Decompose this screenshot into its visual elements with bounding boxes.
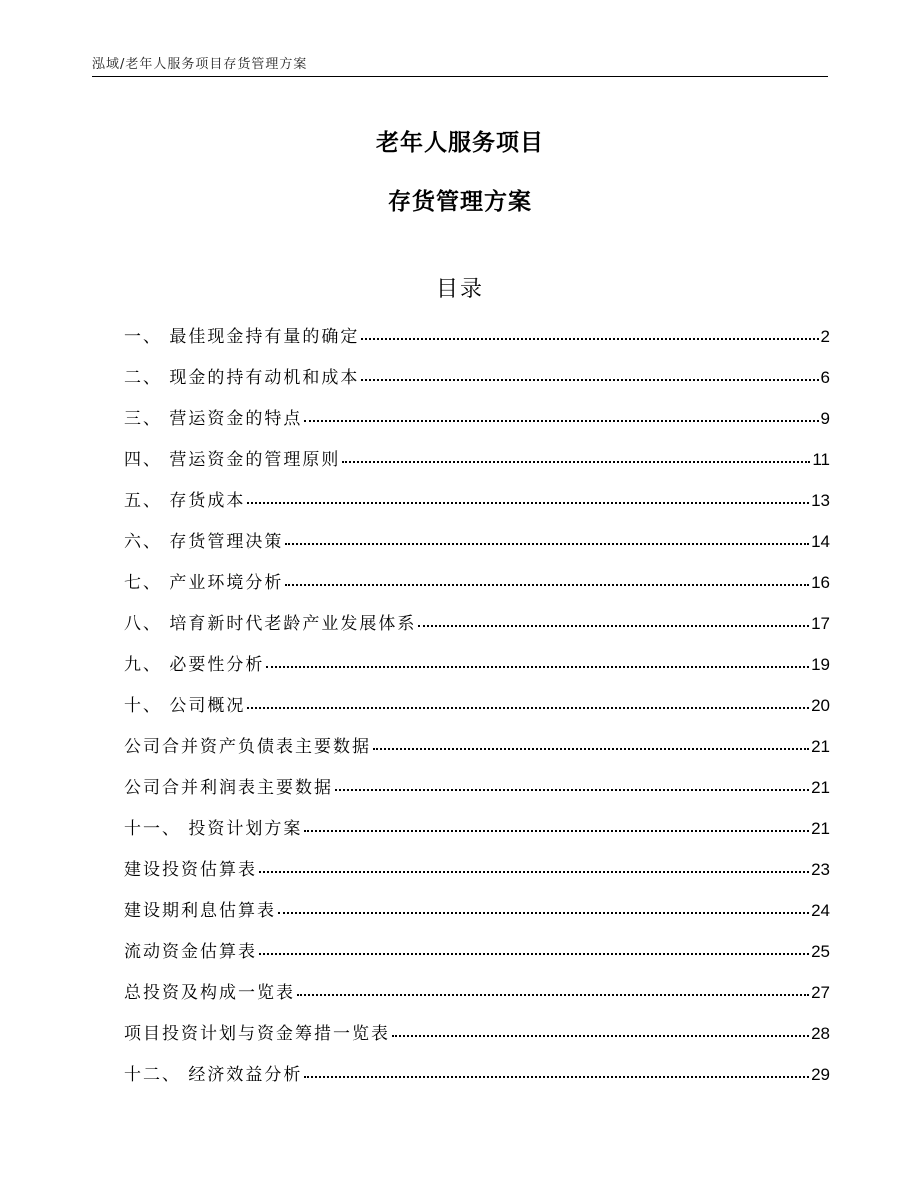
toc-entry-page-number: 19 [811, 655, 830, 674]
toc-dot-leader [285, 542, 809, 545]
toc-entry[interactable] [124, 937, 830, 978]
toc-entry[interactable] [124, 896, 830, 937]
toc-dot-leader [361, 337, 818, 340]
toc-entry-page-number: 24 [811, 901, 830, 920]
toc-entry[interactable] [124, 650, 830, 691]
toc-entry-page-number: 28 [811, 1024, 830, 1043]
toc-entry-page-number: 20 [811, 696, 830, 715]
toc-entry-page-number: 21 [811, 737, 830, 756]
toc-entry-page-number: 29 [811, 1065, 830, 1084]
toc-entry-page-number: 21 [811, 778, 830, 797]
toc-entry-page-number: 21 [811, 819, 830, 838]
toc-entry[interactable] [124, 1019, 830, 1060]
header-rule [92, 76, 828, 77]
toc-dot-leader [297, 993, 809, 996]
toc-entry-label: 项目投资计划与资金筹措一览表 [124, 1024, 390, 1044]
toc-entry-page-number: 9 [820, 409, 830, 428]
toc-entry-label: 公司合并资产负债表主要数据 [124, 737, 371, 757]
toc-entry-page-number: 11 [812, 450, 830, 469]
toc-entry[interactable] [124, 445, 830, 486]
toc-dot-leader [259, 952, 809, 955]
toc-entry-label: 一、 最佳现金持有量的确定 [124, 327, 360, 347]
toc-entry-page-number: 25 [811, 942, 830, 961]
toc-entry-label: 流动资金估算表 [124, 942, 257, 962]
toc-entry[interactable] [124, 814, 830, 855]
toc-entry[interactable] [124, 1060, 830, 1101]
toc-entry[interactable] [124, 568, 830, 609]
toc-entry-page-number: 17 [811, 614, 830, 633]
toc-dot-leader [304, 1075, 809, 1078]
toc-entry[interactable] [124, 691, 830, 732]
running-header: 泓域/老年人服务项目存货管理方案 [92, 57, 308, 72]
document-title-line-1: 老年人服务项目 [376, 130, 544, 156]
toc-entry-label: 十一、 投资计划方案 [124, 819, 303, 839]
toc-dot-leader [285, 583, 809, 586]
toc-dot-leader [259, 870, 809, 873]
toc-dot-leader [373, 747, 809, 750]
toc-entry[interactable] [124, 855, 830, 896]
toc-entry[interactable] [124, 732, 830, 773]
toc-heading: 目录 [435, 277, 484, 302]
toc-dot-leader [342, 460, 810, 463]
toc-entry-label: 总投资及构成一览表 [124, 983, 295, 1003]
toc-dot-leader [418, 624, 809, 627]
toc-entry-label: 六、 存货管理决策 [124, 532, 284, 552]
toc-entry[interactable] [124, 486, 830, 527]
toc-dot-leader [392, 1034, 809, 1037]
toc-dot-leader [278, 911, 809, 914]
toc-entry-label: 二、 现金的持有动机和成本 [124, 368, 360, 388]
toc-dot-leader [361, 378, 818, 381]
toc-entry-page-number: 6 [820, 368, 830, 387]
toc-entry-page-number: 23 [811, 860, 830, 879]
toc-dot-leader [304, 419, 818, 422]
toc-entry-label: 七、 产业环境分析 [124, 573, 284, 593]
toc-entry[interactable] [124, 363, 830, 404]
toc-entry[interactable] [124, 404, 830, 445]
toc-entry-label: 十、 公司概况 [124, 696, 246, 716]
toc-dot-leader [247, 706, 809, 709]
toc-entry-label: 十二、 经济效益分析 [124, 1065, 303, 1085]
toc-entry-label: 九、 必要性分析 [124, 655, 265, 675]
toc-entry-label: 五、 存货成本 [124, 491, 246, 511]
toc-entry-label: 八、 培育新时代老龄产业发展体系 [124, 614, 417, 634]
toc-entry-page-number: 14 [811, 532, 830, 551]
toc-dot-leader [335, 788, 809, 791]
toc-entry-page-number: 2 [820, 327, 830, 346]
toc-entry-page-number: 16 [811, 573, 830, 592]
toc-entry[interactable] [124, 527, 830, 568]
toc-entry[interactable] [124, 609, 830, 650]
toc-entry-label: 四、 营运资金的管理原则 [124, 450, 341, 470]
toc-entry-label: 三、 营运资金的特点 [124, 409, 303, 429]
toc-entry-page-number: 13 [811, 491, 830, 510]
toc-entry[interactable] [124, 978, 830, 1019]
toc-entry-label: 公司合并利润表主要数据 [124, 778, 333, 798]
toc-dot-leader [247, 501, 809, 504]
toc-entry-page-number: 27 [811, 983, 830, 1002]
toc-dot-leader [266, 665, 809, 668]
toc-entry-label: 建设期利息估算表 [124, 901, 276, 921]
toc-entry[interactable] [124, 773, 830, 814]
table-of-contents [124, 322, 830, 1101]
document-title-line-2: 存货管理方案 [388, 189, 532, 215]
toc-dot-leader [304, 829, 809, 832]
toc-entry-label: 建设投资估算表 [124, 860, 257, 880]
toc-entry[interactable] [124, 322, 830, 363]
